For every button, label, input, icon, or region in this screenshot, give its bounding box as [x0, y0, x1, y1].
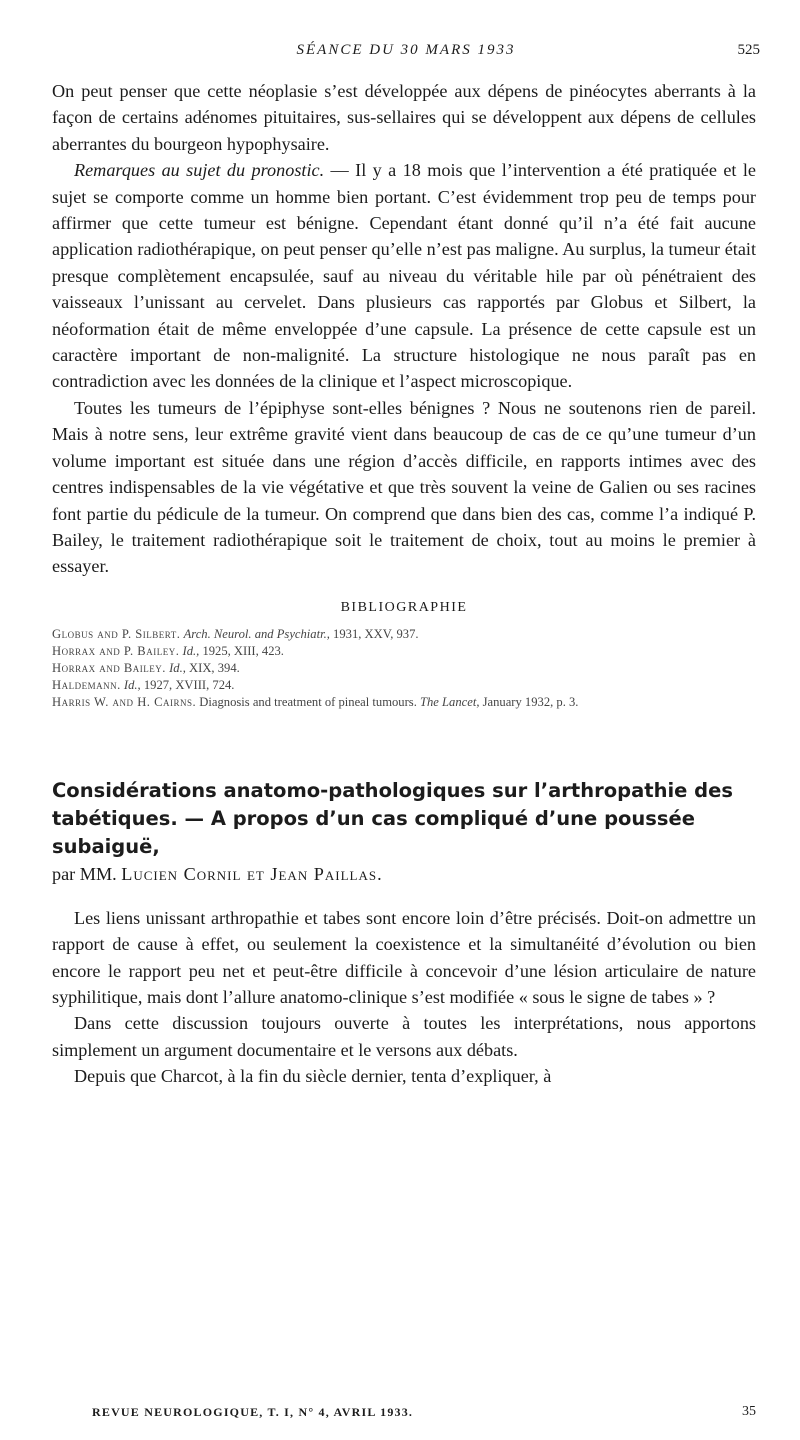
article-paragraph: Depuis que Charcot, à la fin du siècle dernier, tenta d’expliquer, à [74, 1066, 552, 1087]
bibliography-entry [52, 660, 756, 677]
bib-details: 1925, XIII, 423. [199, 643, 284, 658]
bib-journal: Id., [123, 677, 141, 692]
article-paragraph: Dans cette discussion toujours ouverte à toutes les interprétations, nous apportons simplement un argument documentaire et le versons aux débats. [52, 1013, 756, 1060]
footer-journal: REVUE NEUROLOGIQUE, T. I, N° 4, AVRIL 1933. [92, 1405, 414, 1419]
bib-journal: Id., [169, 660, 186, 675]
bibliography-title: BIBLIOGRAPHIE [340, 599, 468, 615]
article-title: Considérations anatomo-pathologiques sur l’arthropathie des tabétiques. — A propos d’un cas compliqué d’une poussée subaiguë, [52, 778, 733, 858]
bibliography-list [52, 626, 756, 711]
paragraph-tumeurs-epiphyse: Toutes les tumeurs de l’épiphyse sont-elles bénignes ? Nous ne soutenons rien de pareil. Mais à notre sens, leur extrême gravité vient dans beaucoup de cas de ce qu’une tumeur d’un volume important est située dans une région d’accès difficile, en rapports intimes avec des centres indispensables de la vie végétative et que très souvent la veine de Galien ou ses racines font partie du pédicule de la tumeur. On comprend que dans bien des cas, comme l’a indiqué P. Bailey, le traitement radiothérapique soit le traitement de choix, tout au moins le premier à essayer. [52, 397, 756, 577]
bib-journal: The Lancet, [420, 694, 480, 709]
pronostic-text: — Il y a 18 mois que l’intervention a été pratiquée et le sujet se comporte comme un homme bien portant. C’est évidemment trop peu de temps pour affirmer que cette tumeur est bénigne. Cependant étant donné qu’il n’a été fait aucune application radiothérapique, on peut penser qu’elle n’est pas maligne. Au surplus, la tumeur était presque complètement encapsulée, sauf au niveau du véritable hile par où pénétraient des vaisseaux l’unissant au cervelet. Dans plusieurs cas rapportés par Globus et Silbert, la néoformation était de même enveloppée d’une capsule. La présence de cette capsule est un caractère important de non-malignité. La structure histologique ne nous paraît pas en contradiction avec les données de la clinique et l’aspect microscopique. [52, 160, 756, 392]
running-title: SÉANCE DU 30 MARS 1933 [296, 42, 516, 58]
bib-journal: Arch. Neurol. and Psychiatr., [183, 626, 330, 641]
bib-details: XIX, 394. [185, 660, 240, 675]
bib-details: Diagnosis and treatment of pineal tumours. [196, 694, 420, 709]
bibliography-entry [52, 643, 756, 660]
footer-signature: 35 [742, 1404, 756, 1419]
article-paragraph: Les liens unissant arthropathie et tabes sont encore loin d’être précisés. Doit-on admettre un rapport de cause à effet, ou seulement la coexistence et la simultanéité d’évolution ou bien encore le rapport peu net et peut-être difficile à concevoir d’une lésion articulaire de nature syphilitique, mais dont l’allure anatomo-clinique s’est modifiée « sous le signe de tabes » ? [52, 907, 756, 1007]
bib-authors: Horrax and P. Bailey. [52, 643, 180, 658]
bibliography-entry [52, 694, 756, 711]
page-number: 525 [737, 42, 760, 58]
bib-details: 1927, XVIII, 724. [140, 677, 235, 692]
bib-journal: Id., [182, 643, 200, 658]
bib-authors: Globus and P. Silbert. [52, 626, 181, 641]
pronostic-heading: Remarques au sujet du pronostic. [74, 160, 325, 181]
page-footer [92, 1404, 756, 1420]
bibliography-entry [52, 626, 756, 643]
paragraph-pronostic [52, 157, 756, 395]
bib-details: 1931, XXV, 937. [329, 626, 419, 641]
article-authors [52, 861, 756, 887]
paragraph-neoplasie: On peut penser que cette néoplasie s’est développée aux dépens de pinéocytes aberrants à la façon de certains adénomes pituitaires, sus-sellaires qui se développent aux dépens de cellules aberrantes du bourgeon hypophysaire. [52, 81, 756, 154]
page-body [52, 78, 756, 1090]
bib-authors: Harris W. and H. Cairns. [52, 694, 197, 709]
bib-details: January 1932, p. 3. [479, 694, 579, 709]
running-head [52, 42, 760, 64]
bib-authors: Haldemann. [52, 677, 121, 692]
authors-prefix: par MM. [52, 863, 122, 884]
authors-names: Lucien Cornil et Jean Paillas. [121, 863, 383, 884]
bibliography-entry [52, 677, 756, 694]
bib-authors: Horrax and Bailey. [52, 660, 166, 675]
